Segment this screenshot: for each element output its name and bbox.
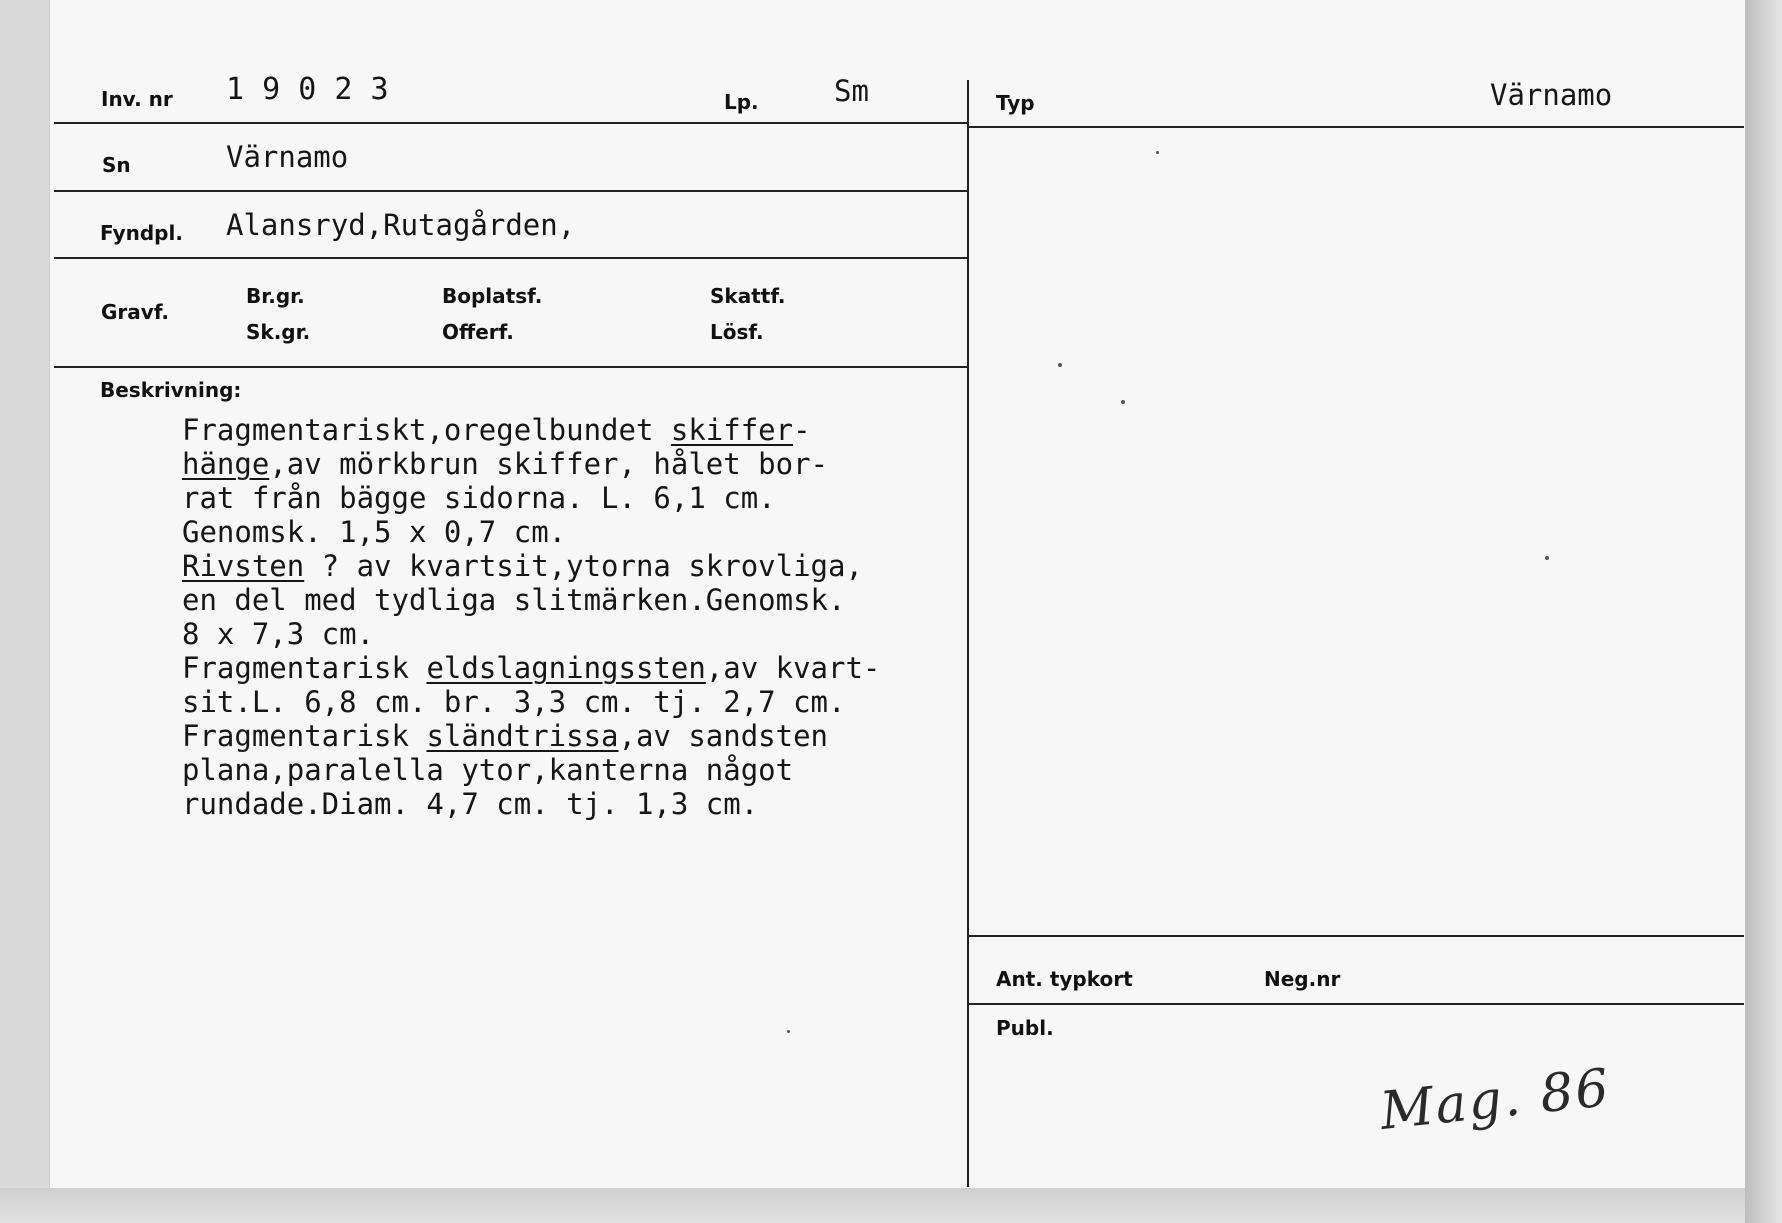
description-text: ,av kvart- [705,651,881,685]
description-text: Genomsk. 1,5 x 0,7 cm. [182,515,567,549]
skattf-label: Skattf. [710,284,786,308]
scan-speck [1545,556,1549,560]
inv-nr-value: 1 9 0 2 3 [226,72,389,107]
rule-below-sn [54,190,968,192]
scan-edge-right [1745,0,1782,1223]
description-line [182,447,880,481]
losf-label: Lösf. [710,320,764,344]
description-text: rundade.Diam. 4,7 cm. tj. 1,3 cm. [182,787,759,821]
boplatsf-label: Boplatsf. [442,284,543,308]
description-text: Fragmentariskt,oregelbundet [182,413,671,447]
inv-nr-label: Inv. nr [101,87,173,111]
description-line [182,515,880,549]
description-text: Fragmentarisk [182,719,427,753]
description-line [182,753,880,787]
description-line [182,719,880,753]
typ-value: Värnamo [1490,78,1613,112]
offerf-label: Offerf. [442,320,514,344]
description-text: 8 x 7,3 cm. [182,617,375,651]
description-text: ,av mörkbrun skiffer, hålet bor- [269,447,829,481]
lp-value: Sm [834,74,869,108]
rule-below-gravf [54,366,968,368]
ant-typkort-label: Ant. typkort [996,967,1133,991]
sn-label: Sn [102,153,131,177]
publ-label: Publ. [996,1016,1054,1040]
description-line [182,549,880,583]
description-text: sit.L. 6,8 cm. br. 3,3 cm. tj. 2,7 cm. [182,685,846,719]
handwritten-note: Mag. 86 [1377,1058,1614,1142]
rule-above-publ [968,1003,1744,1005]
rule-below-typ [968,126,1744,128]
scan-speck [1156,151,1159,154]
description-text: - [793,413,811,447]
description-line [182,651,880,685]
underlined-term: sländtrissa [426,719,619,753]
underlined-term: skiffer [670,413,794,447]
column-divider [967,80,969,1187]
beskrivning-text [182,413,880,821]
br-gr-label: Br.gr. [246,284,305,308]
underlined-term: hänge [182,447,270,481]
fyndpl-value: Alansryd,Rutagården, [226,208,576,242]
rule-below-fyndpl [54,257,968,259]
fyndpl-label: Fyndpl. [100,221,183,245]
typ-label: Typ [996,91,1035,115]
description-line [182,583,880,617]
sk-gr-label: Sk.gr. [246,320,311,344]
scan-edge-bottom [0,1188,1782,1223]
description-text: Fragmentarisk [182,651,427,685]
beskrivning-label: Beskrivning: [100,378,242,402]
underlined-term: Rivsten [182,549,305,583]
description-line [182,617,880,651]
description-line [182,413,880,447]
scan-speck [1058,363,1062,367]
description-text: plana,paralella ytor,kanterna något [182,753,794,787]
scan-speck [1121,400,1125,404]
description-text: ,av sandsten [618,719,829,753]
scan-speck [787,1030,790,1033]
description-text: en del med tydliga slitmärken.Genomsk. [182,583,846,617]
description-text: rat från bägge sidorna. L. 6,1 cm. [182,481,776,515]
gravf-label: Gravf. [101,300,170,324]
sn-value: Värnamo [226,140,349,174]
description-line [182,787,880,821]
neg-nr-label: Neg.nr [1264,967,1341,991]
rule-above-ant-typkort [968,935,1744,937]
rule-below-inv [54,122,968,124]
description-line [182,685,880,719]
description-line [182,481,880,515]
underlined-term: eldslagningssten [426,651,706,685]
lp-label: Lp. [724,90,759,114]
description-text: ? av kvartsit,ytorna skrovliga, [304,549,863,583]
